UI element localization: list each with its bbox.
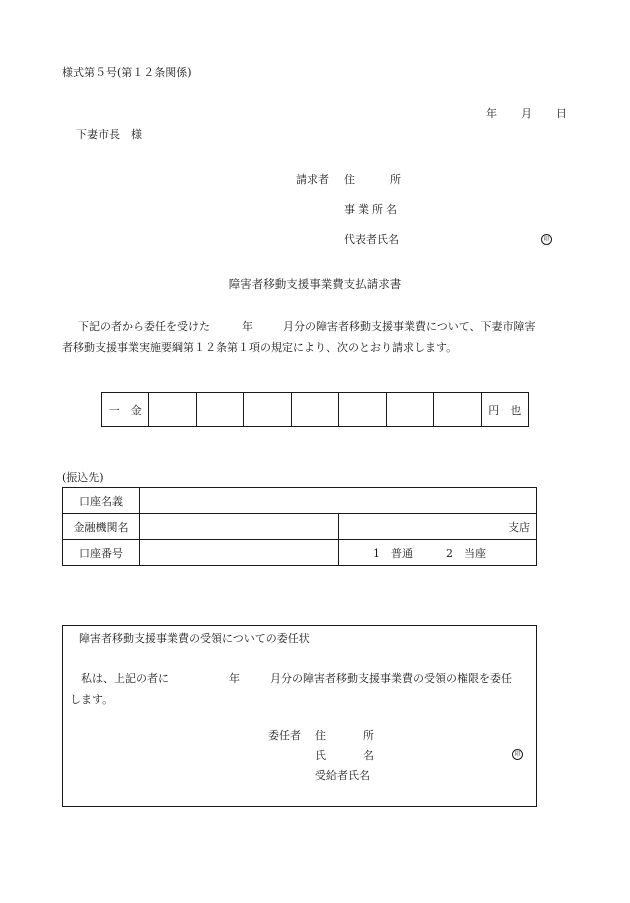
account-name-label: 口座名義: [63, 488, 140, 514]
account-number-field[interactable]: [140, 540, 339, 566]
bank-name-label: 金融機関名: [63, 514, 140, 540]
recipient-name-label: 受給者氏名: [315, 769, 370, 782]
request-body-line-1: 下記の者から委任を受けた 年 月分の障害者移動支援事業費について、下妻市障害: [78, 320, 536, 333]
delegator-label: 委任者: [268, 729, 301, 742]
addressee: 下妻市長 様: [76, 128, 142, 141]
amount-prefix: 一 金: [102, 393, 149, 427]
document-title: 障害者移動支援事業費支払請求書: [228, 277, 402, 291]
date-day: 日: [556, 107, 567, 120]
delegation-body-line-1: 私は、上記の者に 年 月分の障害者移動支援事業費の受領の権限を委任: [81, 672, 512, 685]
delegation-box: [62, 625, 537, 807]
delegator-address-label-b: 所: [363, 729, 374, 742]
transfer-heading: (振込先): [62, 471, 104, 484]
requester-address-label-b: 所: [390, 173, 401, 186]
delegation-body: [70, 668, 512, 710]
request-body: [62, 316, 582, 358]
amount-suffix: 円 也: [481, 393, 529, 427]
amount-digit-cell[interactable]: [149, 393, 196, 427]
delegator-address-label-a: 住: [315, 729, 326, 742]
business-name-label: 事業所名: [344, 203, 400, 216]
table-row: [63, 514, 537, 540]
amount-table: [101, 392, 529, 427]
amount-digit-cell[interactable]: [244, 393, 291, 427]
amount-digit-cell[interactable]: [434, 393, 481, 427]
account-number-label: 口座番号: [63, 540, 140, 566]
account-name-field[interactable]: [140, 488, 537, 514]
delegator-name-label-a: 氏: [315, 749, 326, 762]
date-year: 年: [486, 107, 497, 120]
table-row: [63, 488, 537, 514]
table-row: [63, 540, 537, 566]
account-type-cell: [339, 540, 537, 566]
delegation-title: 障害者移動支援事業費の受領についての委任状: [79, 632, 310, 645]
requester-label: 請求者: [296, 173, 329, 186]
bank-table: [62, 487, 537, 566]
amount-digit-cell[interactable]: [291, 393, 338, 427]
amount-digit-cell[interactable]: [339, 393, 386, 427]
seal-icon: 印: [512, 749, 523, 760]
delegation-body-line-2: します。: [70, 693, 114, 706]
account-type-ordinary[interactable]: 1 普通: [373, 546, 413, 560]
account-type-current[interactable]: 2 当座: [446, 546, 486, 560]
request-body-line-2: 者移動支援事業実施要綱第１２条第１項の規定により、次のとおり請求します。: [62, 341, 458, 354]
bank-name-field[interactable]: [140, 514, 339, 540]
representative-label: 代表者氏名: [344, 233, 399, 246]
amount-digit-cell[interactable]: [386, 393, 433, 427]
requester-address-label-a: 住: [344, 173, 355, 186]
seal-icon: 印: [541, 234, 552, 245]
delegator-name-label-b: 名: [363, 749, 374, 762]
form-number: 様式第５号(第１２条関係): [62, 66, 192, 79]
amount-digit-cell[interactable]: [196, 393, 243, 427]
date-month: 月: [521, 107, 532, 120]
branch-label: 支店: [339, 514, 537, 540]
